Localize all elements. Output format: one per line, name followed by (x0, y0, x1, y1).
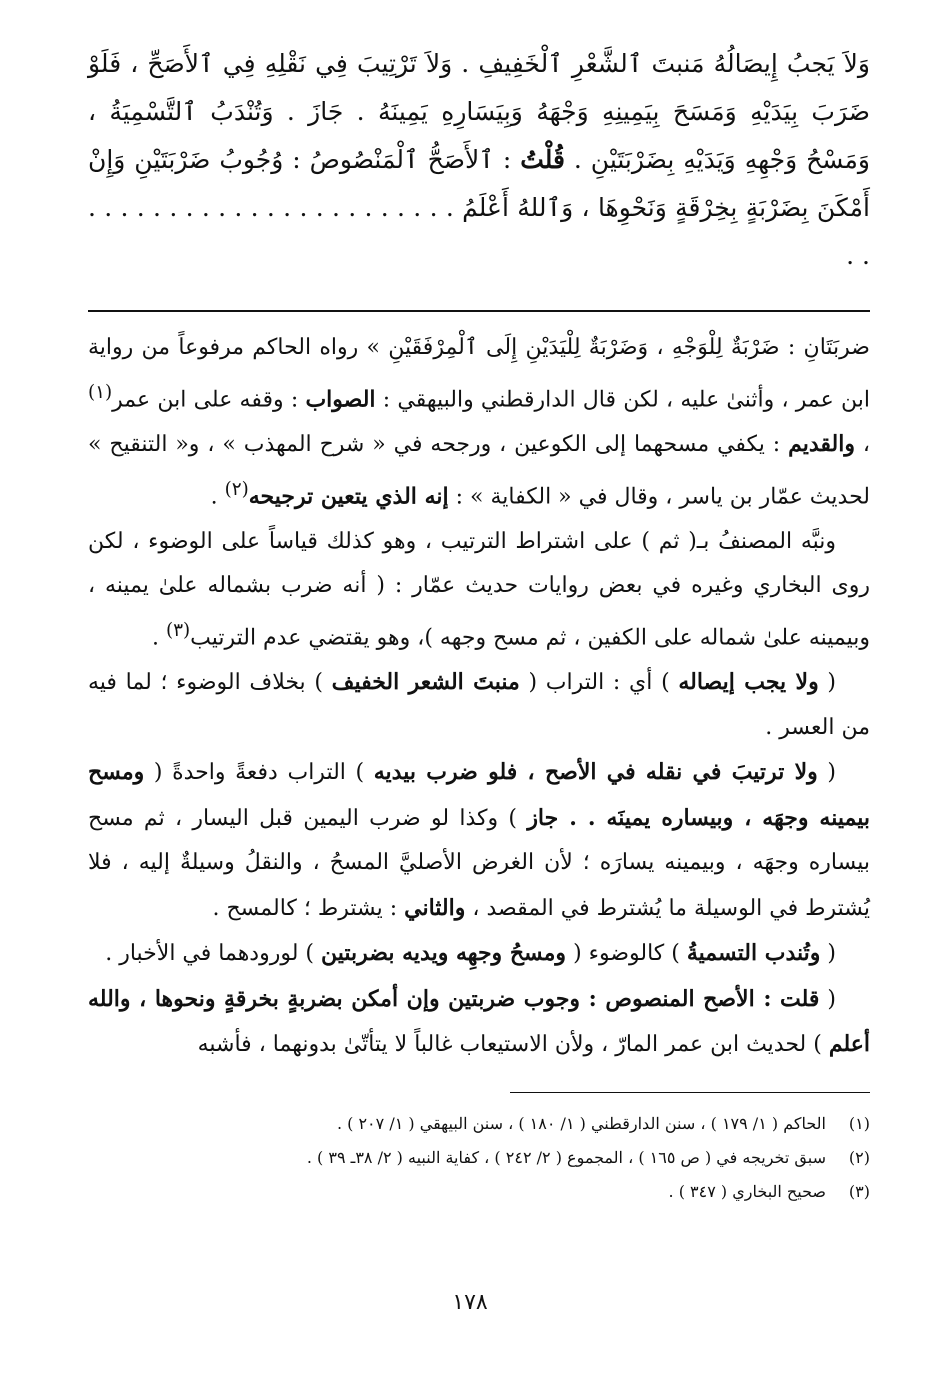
sharh-paragraph-2: ونبَّه المصنفُ بـ( ثم ) على اشتراط الترتيب ، وهو كذلك قياساً على الوضوء ، لكن روى البخاري وغيره في بعض روايات حديث عمّار : ( أنه ضرب بشماله علىٰ يمينه ، وبيمينه علىٰ شماله على الكفين ، ثم مسح وجهه )، وهو يقتضي عدم الترتيب$^{(٣)}$ . (88, 528, 870, 650)
footnote-ref-3[interactable]: (٣) (165, 619, 191, 641)
matn-part-2: : ٱلأَصَحُّ ٱلْمَنْصُوصُ : وُجُوبُ ضَرْبَتَيْنِ وَإِنْ أَمْكَنَ بِضَرْبَةٍ بِخِرْقَةٍ وَنَحْوِهَا ، وَٱللهُ أَعْلَمُ . (88, 145, 870, 222)
matn-qultu: قُلْتُ (520, 145, 565, 174)
matn-text (88, 40, 870, 280)
matn-dots: . . . . . . . . . . . . . . . . . . . . . . . . (88, 193, 870, 270)
page-number: ١٧٨ (452, 1290, 488, 1315)
sharh-paragraph-6: ( قلت : الأصح المنصوص : وجوب ضربتين وإن أمكن بضربةٍ بخرقةٍ ونحوها ، والله أعلم ) لحديث ابن عمر المارّ ، ولأن الاستيعاب غالباً لا يتأتّىٰ بدونهما ، فأشبه (88, 985, 870, 1058)
footnote-1 (88, 1107, 870, 1141)
footnote-ref-1[interactable]: (١) (88, 381, 113, 403)
footnote-divider (510, 1092, 870, 1093)
footnote-number: (٢) (848, 1147, 870, 1167)
footnote-number: (٣) (848, 1181, 870, 1201)
footnotes (88, 1107, 870, 1209)
sharh-paragraph-3: ( ولا يجب إيصاله ) أي : التراب ( منبتَ الشعر الخفيف ) بخلاف الوضوء ؛ لما فيه من العسر . (88, 669, 870, 740)
matn-part-1: وَلاَ يَجبُ إِيصَالُهُ مَنبتَ ٱلشَّعْرِ ٱلْخَفِيفِ . وَلاَ تَرْتِيبَ فِي نَقْلِهِ فِي ٱلأَصَحِّ ، فَلَوْ ضَرَبَ بِيَدَيْهِ وَمَسَحَ بِيَمِينِهِ وَجْهَهُ وَبِيَسَارِهِ يَمِينَهُ . جَازَ . وَتُنْدَبُ ٱلتَّسْمِيَةُ ، وَمَسْحُ وَجْهِهِ وَيَدَيْهِ بِضَرْبَتَيْنِ . (88, 49, 870, 174)
footnote-text: الحاكم ( ١/ ١٧٩ ) ، سنن الدارقطني ( ١/ ١٨٠ ) ، سنن البيهقي ( ١/ ٢٠٧ ) . (336, 1113, 826, 1133)
sharh-paragraph-4: ( ولا ترتيبَ في نقله في الأصح ، فلو ضرب بيديه ) التراب دفعةً واحدةً ( ومسح بيمينه وجهَه ، وبيساره يمينَه . . جاز ) وكذا لو ضرب اليمين قبل اليسار ، ثم مسح بيساره وجهَه ، وبيمينه يسارَه ؛ لأن الغرض الأصليَّ المسحُ ، والنقلُ وسيلةٌ إليه ، فلا يُشترط في الوسيلة ما يُشترط في المقصد ، والثاني : يشترط ؛ كالمسح . (88, 759, 870, 921)
sharh-paragraph-5: ( وتُندب التسميةُ ) كالوضوء ( ومسحُ وجهِه ويديه بضربتين ) لورودهما في الأخبار . (105, 940, 836, 967)
footnote-text: سبق تخريجه في ( ص ١٦٥ ) ، المجموع ( ٢/ ٢٤٢ ) ، كفاية النبيه ( ٢/ ٣٨ـ ٣٩ ) . (306, 1147, 826, 1167)
footnote-number: (١) (848, 1113, 870, 1133)
footnote-2 (88, 1141, 870, 1175)
matn-divider (88, 310, 870, 312)
sharh-text (88, 326, 870, 1068)
footnote-ref-2[interactable]: (٢) (224, 478, 249, 500)
sharh-paragraph-1: ضربَتَانِ : ضَرْبَةٌ لِلْوَجْهِ ، وَضَرْبَةٌ لِلْيَدَيْنِ إِلَى ٱلْمِرْفَقَيْنِ » رواه الحاكم مرفوعاً من رواية ابن عمر ، وأثنىٰ عليه ، لكن قال الدارقطني والبيهقي : الصواب : وقفه على ابن عمر$^{(١)}$ ، والقديم : يكفي مسحهما إلى الكوعين ، ورجحه في « شرح المهذب » ، و« التنقيح » لحديث عمّار بن ياسر ، وقال في « الكفاية » : إنه الذي يتعين ترجيحه$^{(٢)}$ . (88, 335, 870, 510)
page-content (88, 40, 870, 1209)
footnote-text: صحيح البخاري ( ٣٤٧ ) . (668, 1181, 826, 1201)
footnote-3 (88, 1175, 870, 1209)
